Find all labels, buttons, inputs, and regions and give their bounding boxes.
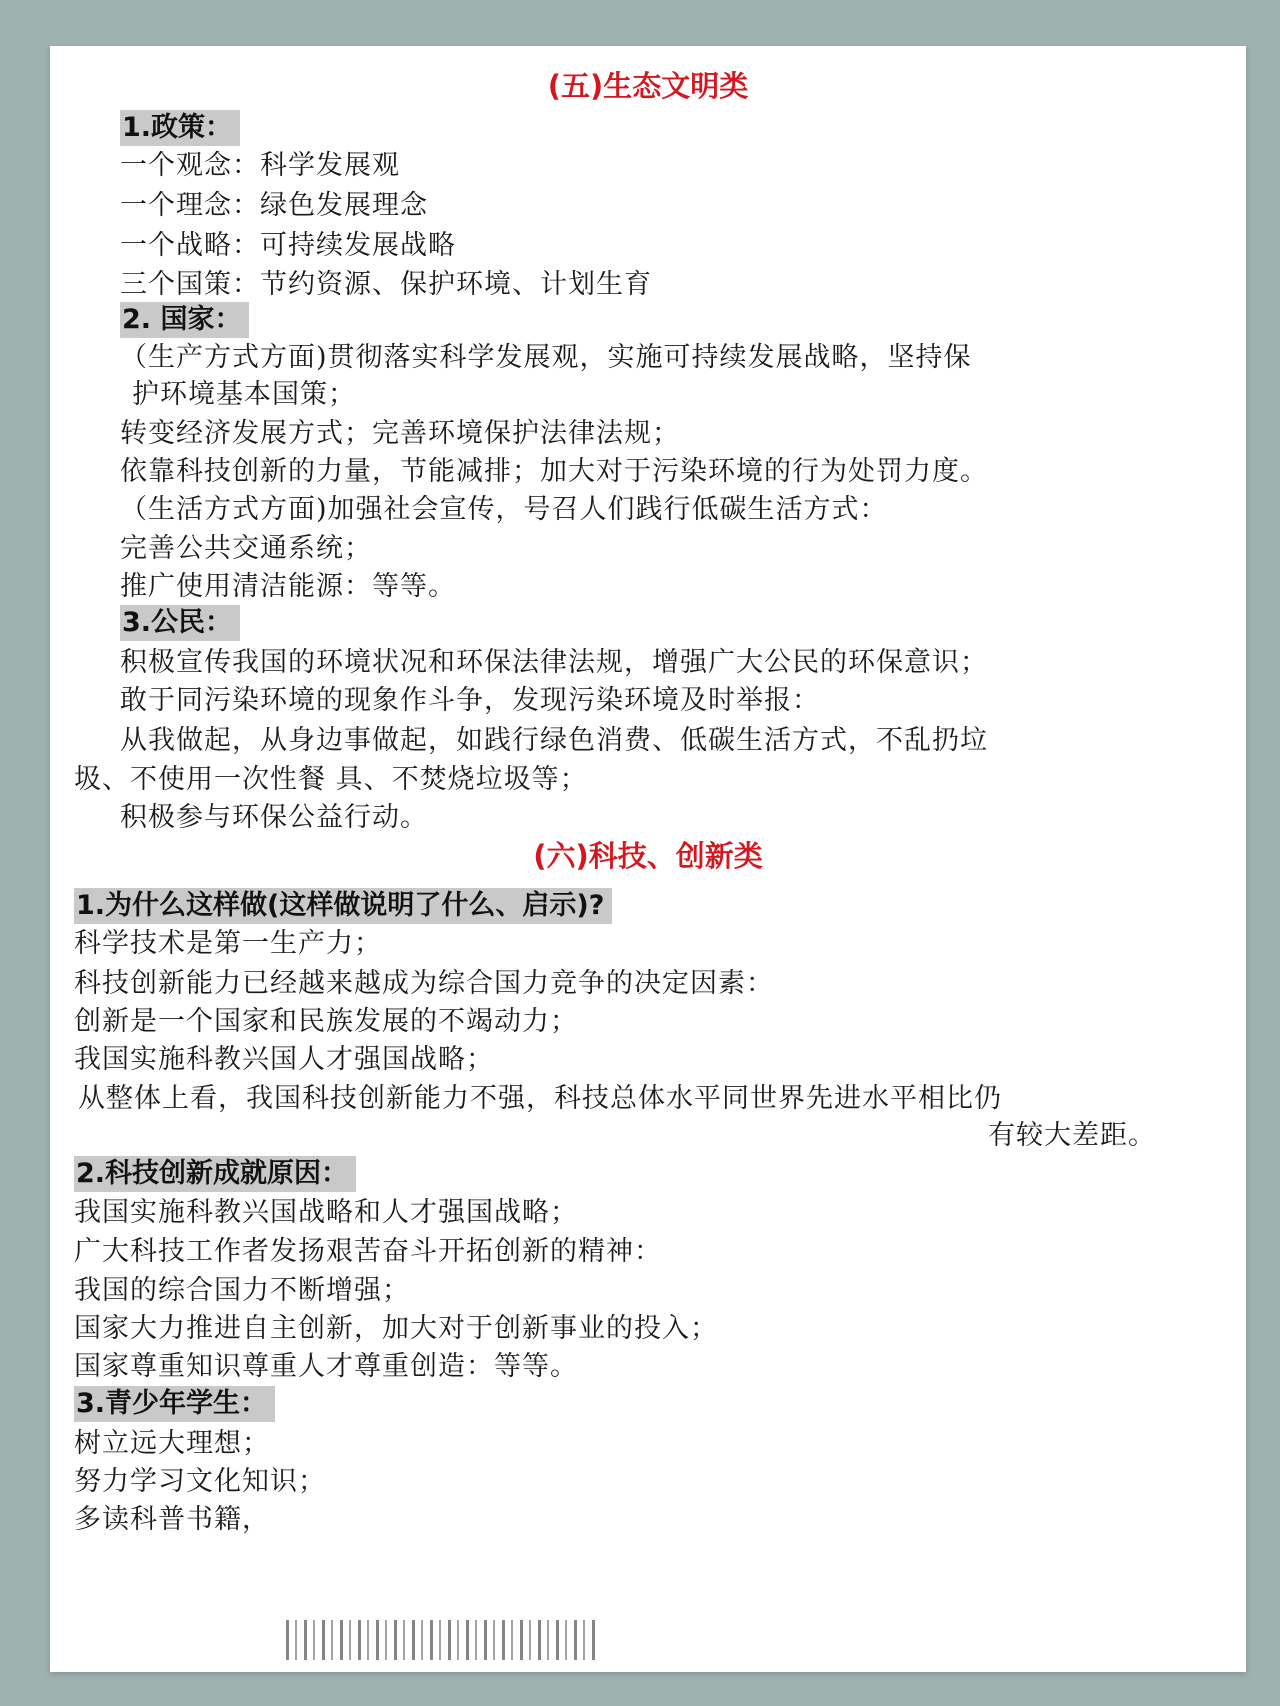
text-line: 依靠科技创新的力量，节能减排；加大对于污染环境的行为处罚力度。 xyxy=(120,456,988,487)
text-line: 从整体上看，我国科技创新能力不强，科技总体水平同世界先进水平相比仍 xyxy=(78,1083,1002,1114)
text-line: 我国的综合国力不断增强； xyxy=(74,1275,410,1306)
text-line: 科学技术是第一生产力； xyxy=(74,928,382,959)
text-line: 敢于同污染环境的现象作斗争，发现污染环境及时举报： xyxy=(120,685,820,716)
heading-citizen: 3.公民： xyxy=(120,605,240,641)
heading-achievement-reasons: 2.科技创新成就原因： xyxy=(74,1156,356,1192)
text-line: 完善公共交通系统； xyxy=(120,533,372,564)
text-line: 广大科技工作者发扬艰苦奋斗开拓创新的精神： xyxy=(74,1236,662,1267)
text-line: 三个国策：节约资源、保护环境、计划生育 xyxy=(120,269,652,300)
text-line: 推广使用清洁能源：等等。 xyxy=(120,571,456,602)
text-line: （生产方式方面)贯彻落实科学发展观，实施可持续发展战略，坚持保 xyxy=(120,342,972,373)
text-line: 努力学习文化知识； xyxy=(74,1466,326,1497)
text-line: 科技创新能力已经越来越成为综合国力竞争的决定因素： xyxy=(74,968,774,999)
text-line: 一个战略：可持续发展战略 xyxy=(120,230,456,261)
text-line: 一个观念：科学发展观 xyxy=(120,150,400,181)
text-line: （生活方式方面)加强社会宣传，号召人们践行低碳生活方式： xyxy=(120,494,888,525)
text-line: 积极参与环保公益行动。 xyxy=(120,802,428,833)
text-line: 有较大差距。 xyxy=(988,1120,1156,1151)
text-line: 圾、不使用一次性餐 具、不焚烧垃圾等； xyxy=(74,764,588,795)
section-title-ecology: (五)生态文明类 xyxy=(547,69,749,103)
obscured-text-region xyxy=(286,1620,596,1660)
text-line: 国家尊重知识尊重人才尊重创造：等等。 xyxy=(74,1351,578,1382)
heading-policy: 1.政策： xyxy=(120,110,240,146)
heading-why: 1.为什么这样做(这样做说明了什么、启示)? xyxy=(74,888,612,924)
text-line: 护环境基本国策； xyxy=(132,379,356,410)
text-line: 树立远大理想； xyxy=(74,1428,270,1459)
section-title-technology: (六)科技、创新类 xyxy=(533,839,763,873)
text-line: 我国实施科教兴国战略和人才强国战略； xyxy=(74,1197,578,1228)
text-line: 转变经济发展方式；完善环境保护法律法规； xyxy=(120,418,680,449)
text-line: 一个理念：绿色发展理念 xyxy=(120,190,428,221)
document-page xyxy=(50,46,1246,1672)
text-line: 国家大力推进自主创新，加大对于创新事业的投入； xyxy=(74,1313,718,1344)
heading-students: 3.青少年学生： xyxy=(74,1386,275,1422)
text-line: 从我做起，从身边事做起，如践行绿色消费、低碳生活方式，不乱扔垃 xyxy=(120,725,988,756)
text-line: 创新是一个国家和民族发展的不竭动力； xyxy=(74,1006,578,1037)
text-line: 积极宣传我国的环境状况和环保法律法规，增强广大公民的环保意识； xyxy=(120,647,988,678)
text-line: 多读科普书籍， xyxy=(74,1504,270,1535)
heading-state: 2. 国家： xyxy=(120,302,249,338)
text-line: 我国实施科教兴国人才强国战略； xyxy=(74,1044,494,1075)
